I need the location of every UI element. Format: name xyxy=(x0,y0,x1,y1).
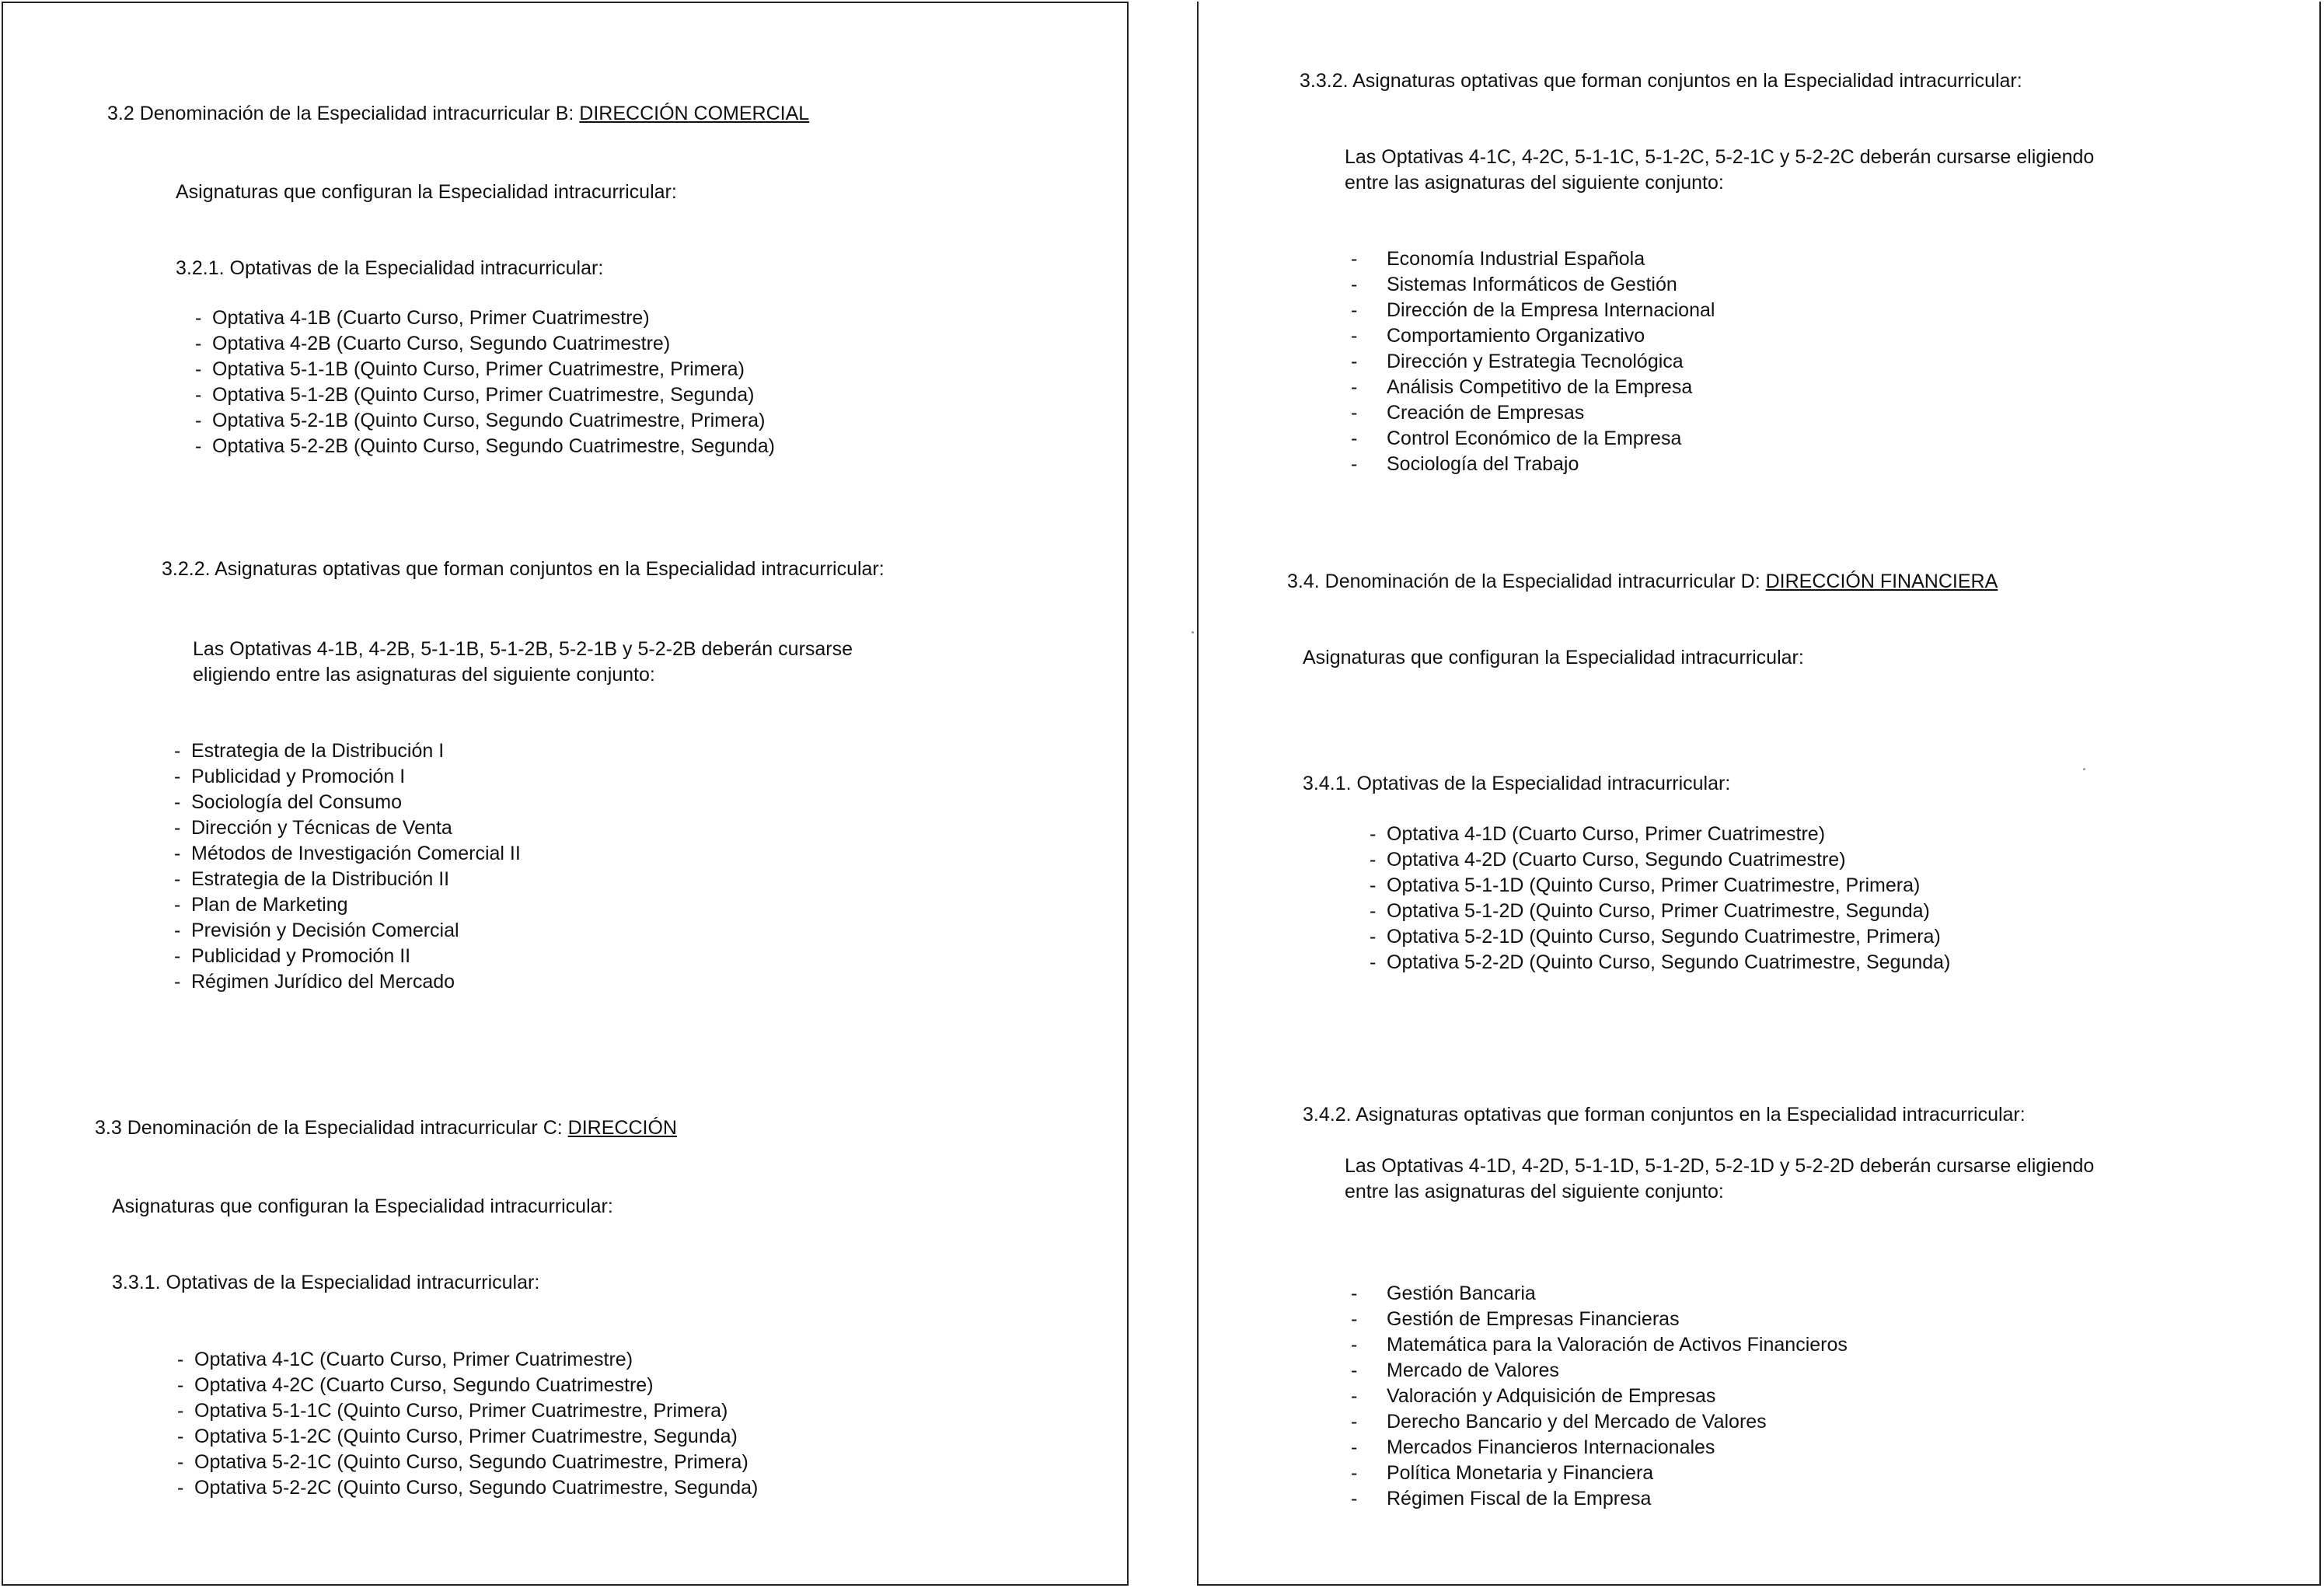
section-3-4-2-text-line1: Las Optativas 4-1D, 4-2D, 5-1-1D, 5-1-2D, 5-2-1D y 5-2-2D deberán cursarse eligiendo xyxy=(1345,1155,2095,1177)
list-item: - Economía Industrial Española xyxy=(1351,248,1645,270)
list-item: - Sistemas Informáticos de Gestión xyxy=(1351,274,1677,295)
section-3-3-name: DIRECCIÓN xyxy=(567,1117,677,1139)
section-3-2-asignaturas: Asignaturas que configuran la Especialidad intracurricular: xyxy=(176,181,677,203)
section-3-3-heading xyxy=(95,1115,677,1140)
list-item: - Optativa 5-2-2B (Quinto Curso, Segundo Cuatrimestre, Segunda) xyxy=(195,435,775,457)
list-item: - Dirección y Estrategia Tecnológica xyxy=(1351,351,1684,372)
list-item: - Publicidad y Promoción II xyxy=(174,945,411,967)
list-item: - Sociología del Trabajo xyxy=(1351,453,1579,475)
list-item: - Optativa 4-2D (Cuarto Curso, Segundo Cuatrimestre) xyxy=(1370,849,1846,871)
section-3-4-2-text-line2: entre las asignaturas del siguiente conjunto: xyxy=(1345,1181,1724,1202)
list-item: - Sociología del Consumo xyxy=(174,791,402,813)
scan-speck xyxy=(2083,768,2085,770)
list-item: - Optativa 5-2-1B (Quinto Curso, Segundo Cuatrimestre, Primera) xyxy=(195,410,766,431)
list-item: - Política Monetaria y Financiera xyxy=(1351,1462,1654,1484)
list-item: - Estrategia de la Distribución I xyxy=(174,740,445,762)
list-item: - Optativa 5-1-2C (Quinto Curso, Primer Cuatrimestre, Segunda) xyxy=(177,1426,738,1447)
list-item: - Mercados Financieros Internacionales xyxy=(1351,1436,1715,1458)
right-page xyxy=(1197,2,2321,1586)
scan-speck xyxy=(1192,631,1194,633)
list-item: - Optativa 5-2-2D (Quinto Curso, Segundo Cuatrimestre, Segunda) xyxy=(1370,951,1951,973)
section-3-3-asignaturas: Asignaturas que configuran la Especialidad intracurricular: xyxy=(112,1195,613,1217)
section-3-2-name: DIRECCIÓN COMERCIAL xyxy=(579,103,810,124)
list-item: - Optativa 4-1B (Cuarto Curso, Primer Cuatrimestre) xyxy=(195,307,650,329)
section-3-4-name: DIRECCIÓN FINANCIERA xyxy=(1765,571,1998,592)
list-item: - Análisis Competitivo de la Empresa xyxy=(1351,376,1693,398)
list-item: - Gestión de Empresas Financieras xyxy=(1351,1308,1680,1330)
section-3-4-2-list xyxy=(1351,1281,1848,1512)
list-item: - Optativa 5-1-2B (Quinto Curso, Primer Cuatrimestre, Segunda) xyxy=(195,384,755,406)
section-3-3-1-list xyxy=(177,1347,758,1501)
list-item: - Optativa 5-1-1D (Quinto Curso, Primer Cuatrimestre, Primera) xyxy=(1370,874,1921,896)
list-item: - Régimen Jurídico del Mercado xyxy=(174,971,455,993)
section-3-4-heading-prefix: 3.4. Denominación de la Especialidad intracurricular D: xyxy=(1287,571,1760,592)
section-3-2-heading-prefix: 3.2 Denominación de la Especialidad intracurricular B: xyxy=(107,103,574,124)
list-item: - Métodos de Investigación Comercial II xyxy=(174,843,521,864)
list-item: - Comportamiento Organizativo xyxy=(1351,325,1645,347)
section-3-4-1-title: 3.4.1. Optativas de la Especialidad intracurricular: xyxy=(1303,773,1731,794)
section-3-4-2-title: 3.4.2. Asignaturas optativas que forman conjuntos en la Especialidad intracurricular: xyxy=(1303,1104,2026,1126)
section-3-2-2-text-line1: Las Optativas 4-1B, 4-2B, 5-1-1B, 5-1-2B, 5-2-1B y 5-2-2B deberán cursarse xyxy=(193,638,853,660)
list-item: - Creación de Empresas xyxy=(1351,402,1585,424)
list-item: - Dirección de la Empresa Internacional xyxy=(1351,299,1715,321)
section-3-3-2-title: 3.3.2. Asignaturas optativas que forman conjuntos en la Especialidad intracurricular: xyxy=(1300,70,2022,92)
list-item: - Dirección y Técnicas de Venta xyxy=(174,817,452,839)
left-page xyxy=(2,2,1129,1586)
list-item: - Optativa 4-1D (Cuarto Curso, Primer Cuatrimestre) xyxy=(1370,823,1826,845)
section-3-2-2-title: 3.2.2. Asignaturas optativas que forman conjuntos en la Especialidad intracurricular: xyxy=(162,558,885,580)
list-item: - Control Económico de la Empresa xyxy=(1351,428,1682,449)
section-3-2-1-title: 3.2.1. Optativas de la Especialidad intracurricular: xyxy=(176,257,604,279)
list-item: - Mercado de Valores xyxy=(1351,1359,1559,1381)
section-3-4-asignaturas: Asignaturas que configuran la Especialidad intracurricular: xyxy=(1303,647,1804,668)
list-item: - Optativa 4-2B (Cuarto Curso, Segundo Cuatrimestre) xyxy=(195,333,671,354)
list-item: - Régimen Fiscal de la Empresa xyxy=(1351,1488,1652,1509)
list-item: - Plan de Marketing xyxy=(174,894,348,916)
section-3-2-2-text-line2: eligiendo entre las asignaturas del siguiente conjunto: xyxy=(193,664,655,686)
section-3-3-2-text-line1: Las Optativas 4-1C, 4-2C, 5-1-1C, 5-1-2C, 5-2-1C y 5-2-2C deberán cursarse eligiendo xyxy=(1345,146,2095,168)
list-item: - Valoración y Adquisición de Empresas xyxy=(1351,1385,1716,1407)
list-item: - Gestión Bancaria xyxy=(1351,1283,1536,1304)
section-3-4-1-list xyxy=(1370,822,1950,975)
list-item: - Derecho Bancario y del Mercado de Valores xyxy=(1351,1411,1767,1433)
section-3-3-2-text-line2: entre las asignaturas del siguiente conjunto: xyxy=(1345,172,1724,194)
list-item: - Optativa 4-1C (Cuarto Curso, Primer Cuatrimestre) xyxy=(177,1349,633,1370)
section-3-3-1-title: 3.3.1. Optativas de la Especialidad intracurricular: xyxy=(112,1272,540,1293)
list-item: - Publicidad y Promoción I xyxy=(174,766,406,787)
section-3-2-heading xyxy=(107,101,809,126)
list-item: - Optativa 5-1-1B (Quinto Curso, Primer Cuatrimestre, Primera) xyxy=(195,358,745,380)
list-item: - Estrategia de la Distribución II xyxy=(174,868,450,890)
section-3-4-heading xyxy=(1287,569,1998,594)
list-item: - Optativa 5-2-1D (Quinto Curso, Segundo Cuatrimestre, Primera) xyxy=(1370,926,1941,948)
list-item: - Optativa 5-2-2C (Quinto Curso, Segundo Cuatrimestre, Segunda) xyxy=(177,1477,759,1499)
section-3-2-1-list xyxy=(195,305,775,459)
list-item: - Matemática para la Valoración de Activos Financieros xyxy=(1351,1334,1848,1356)
list-item: - Optativa 4-2C (Cuarto Curso, Segundo Cuatrimestre) xyxy=(177,1374,654,1396)
list-item: - Optativa 5-1-1C (Quinto Curso, Primer Cuatrimestre, Primera) xyxy=(177,1400,728,1422)
list-item: - Optativa 5-2-1C (Quinto Curso, Segundo Cuatrimestre, Primera) xyxy=(177,1451,748,1473)
list-item: - Optativa 5-1-2D (Quinto Curso, Primer Cuatrimestre, Segunda) xyxy=(1370,900,1930,922)
section-3-3-2-list xyxy=(1351,246,1715,477)
section-3-3-heading-prefix: 3.3 Denominación de la Especialidad intracurricular C: xyxy=(95,1117,563,1139)
list-item: - Previsión y Decisión Comercial xyxy=(174,920,459,941)
section-3-2-2-list xyxy=(174,738,521,995)
